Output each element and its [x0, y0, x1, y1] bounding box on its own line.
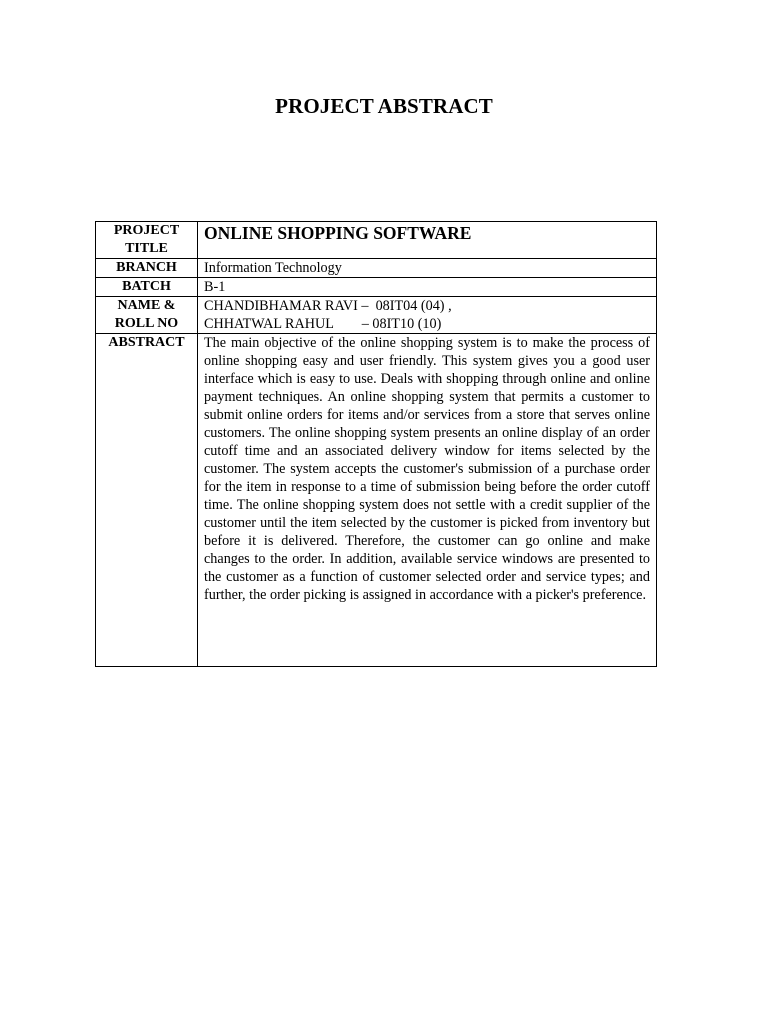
abstract-row	[96, 334, 657, 667]
student-entry-1: CHANDIBHAMAR RAVI – 08IT04 (04) ,	[204, 298, 452, 314]
student-entry-2: CHHATWAL RAHUL – 08IT10 (10)	[204, 316, 442, 332]
project-title-value: ONLINE SHOPPING SOFTWARE	[198, 222, 657, 259]
name-roll-value	[198, 297, 657, 334]
name-roll-label-line1: NAME &	[117, 298, 176, 313]
name-roll-label-line2: ROLL NO	[114, 316, 179, 331]
project-title-label	[96, 222, 198, 259]
page-title: PROJECT ABSTRACT	[275, 94, 493, 118]
abstract-label: ABSTRACT	[96, 334, 198, 667]
branch-value: Information Technology	[198, 259, 657, 278]
project-title-label-line2: TITLE	[125, 241, 168, 256]
branch-row	[96, 259, 657, 278]
project-title-label-line1: PROJECT	[113, 223, 180, 238]
name-roll-row	[96, 297, 657, 334]
name-roll-label	[96, 297, 198, 334]
batch-value: B-1	[198, 278, 657, 297]
abstract-text: The main objective of the online shopping system is to make the process of online shopping easy and user friendly. This system gives you a good user interface which is easy to use. Deals with shopping through online and online payment techniques. An online shopping system that permits a customer to submit online orders for items and/or services from a store that serves online customers. The online shopping system presents an online display of an order cutoff time and an associated delivery window for items selected by the customer. The system accepts the customer's submission of a purchase order for the item in response to a time of submission being before the order cutoff time. The online shopping system does not settle with a credit supplier of the customer until the item selected by the customer is picked from inventory but before it is delivered. Therefore, the customer can go online and make changes to the order. In addition, available service windows are presented to the customer as a function of customer selected order and service types; and further, the order picking is assigned in accordance with a picker's preference.	[198, 334, 657, 667]
project-abstract-table	[95, 221, 657, 667]
batch-row	[96, 278, 657, 297]
branch-label: BRANCH	[96, 259, 198, 278]
batch-label: BATCH	[96, 278, 198, 297]
project-title-row	[96, 222, 657, 259]
